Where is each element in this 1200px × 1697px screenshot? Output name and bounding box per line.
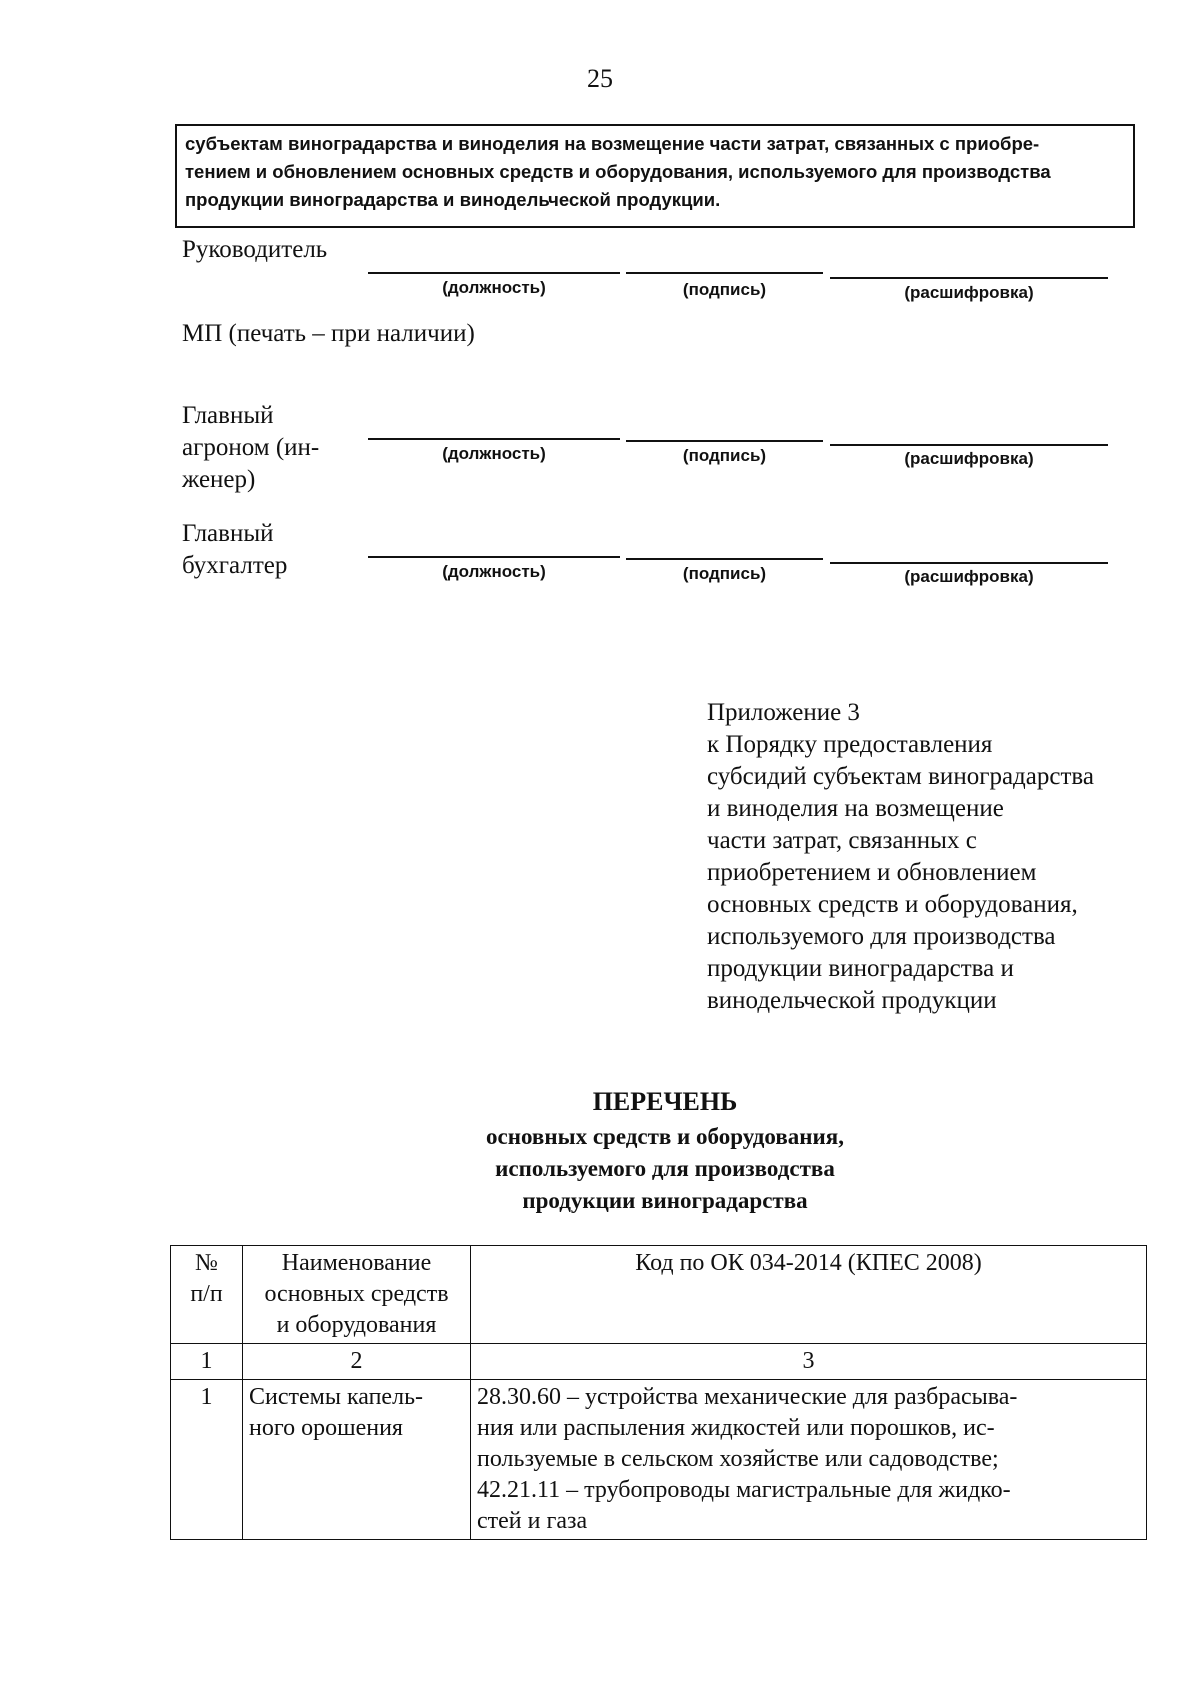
continued-text-box [175, 124, 1135, 228]
hint-position: (должность) [442, 562, 546, 581]
table-row [171, 1380, 1147, 1540]
signature-line-decoding [830, 444, 1108, 446]
signature-line-position [368, 556, 620, 558]
hint-decoding: (расшифровка) [904, 567, 1034, 586]
signature-line-signature [626, 558, 823, 560]
box-line: субъектам виноградарства и виноделия на возмещение части затрат, связанных с приобре- [185, 133, 1040, 154]
header-code: Код по ОК 034-2014 (КПЕС 2008) [471, 1246, 1147, 1344]
document-subtitle-line: используемого для производства [495, 1156, 835, 1181]
equipment-table [170, 1245, 1147, 1540]
signature-line-signature [626, 440, 823, 442]
page-number: 25 [587, 64, 613, 93]
stamp-note: МП (печать – при наличии) [182, 320, 475, 347]
appendix-note: Приложение 3 к Порядку предоставления субсидий субъектам виноградарства и виноделия на возмещение части затрат, связанных с приобретением и обновлением основных средств и оборудования, используемого для производства продукции виноградарства и винодельческой продукции [707, 699, 1094, 1014]
header-number: № п/п [171, 1246, 243, 1344]
document-subtitle-line: основных средств и оборудования, [486, 1124, 844, 1149]
column-number: 2 [243, 1344, 471, 1380]
hint-position: (должность) [442, 444, 546, 463]
header-name: Наименование основных средств и оборудования [243, 1246, 471, 1344]
signature-label-agronomist: Главный агроном (ин- женер) [182, 402, 320, 493]
row-code: 28.30.60 – устройства механические для разбрасыва- ния или распыления жидкостей или порошков, ис- пользуемые в сельском хозяйстве или садоводстве; 42.21.11 – трубопроводы магистральные для жидко- стей и газа [471, 1380, 1147, 1540]
signature-line-decoding [830, 562, 1108, 564]
column-number: 3 [471, 1344, 1147, 1380]
hint-decoding: (расшифровка) [904, 449, 1034, 468]
signature-line-decoding [830, 277, 1108, 279]
row-name: Системы капель- ного орошения [243, 1380, 471, 1540]
signature-line-position [368, 438, 620, 440]
signature-line-position [368, 272, 620, 274]
hint-decoding: (расшифровка) [904, 283, 1034, 302]
hint-position: (должность) [442, 278, 546, 297]
box-line: продукции виноградарства и винодельческой продукции. [185, 189, 721, 210]
column-number-row [171, 1344, 1147, 1380]
hint-signature: (подпись) [682, 446, 767, 465]
signature-label-head: Руководитель [182, 236, 328, 263]
document-title: ПЕРЕЧЕНЬ [592, 1087, 738, 1116]
hint-signature: (подпись) [682, 280, 767, 299]
row-number: 1 [171, 1380, 243, 1540]
document-subtitle-line: продукции виноградарства [522, 1188, 808, 1213]
hint-signature: (подпись) [682, 564, 767, 583]
signature-line-signature [626, 272, 823, 274]
signature-label-accountant: Главный бухгалтер [182, 520, 288, 579]
table-header-row [171, 1246, 1147, 1344]
column-number: 1 [171, 1344, 243, 1380]
box-line: тением и обновлением основных средств и оборудования, используемого для производства [185, 161, 1051, 182]
